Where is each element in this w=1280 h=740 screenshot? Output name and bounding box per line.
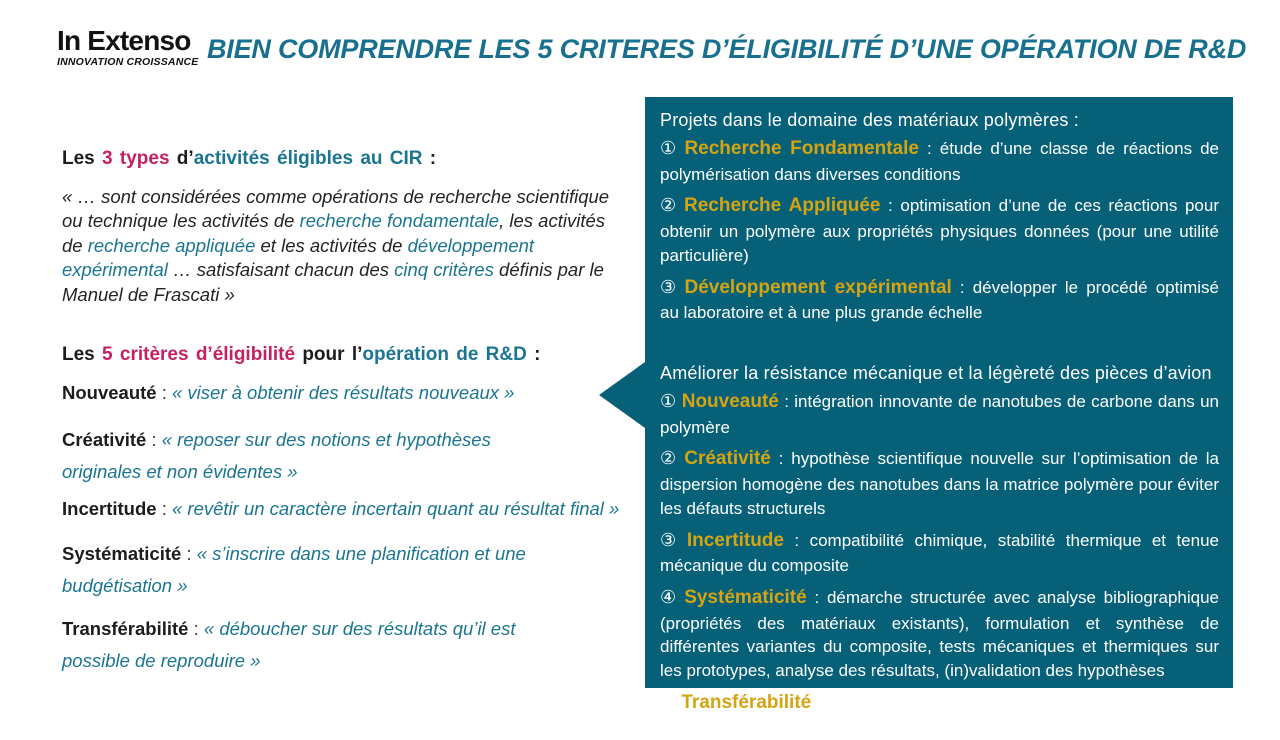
criterion-term: Incertitude: [62, 498, 157, 520]
criterion-creativite: [62, 424, 567, 488]
quote-segment: recherche fondamentale: [299, 210, 500, 232]
criteria-heading: [62, 344, 622, 366]
item-description: étude d’une classe de réactions de polymérisation dans diverses conditions: [660, 139, 1219, 184]
item-separator: :: [806, 587, 827, 607]
item-term: Nouveauté: [681, 390, 779, 412]
quote-segment: « … sont considérées comme opérations de recherche scientifique ou technique les activités de: [62, 186, 610, 232]
heading-segment: Les: [62, 344, 103, 365]
item-description: optimisation d’une de ces réactions pour obtenir un polymère aux propriétés physiques données (pour une utilité particulière): [660, 196, 1220, 265]
item-term: Systématicité: [684, 586, 807, 608]
item-term: Créativité: [684, 448, 771, 470]
criterion-separator: :: [156, 382, 172, 403]
heading-segment: 5 critères d’éligibilité: [102, 344, 303, 365]
criteria-section: [62, 344, 622, 677]
item-separator: :: [811, 692, 826, 712]
criterion-definition: « reposer sur des notions et hypothèses originales et non évidentes »: [62, 428, 491, 482]
circled-number: ②: [660, 195, 680, 216]
quote-segment: cinq critères: [394, 259, 494, 281]
item-description: développer le procédé optimisé au laboratoire et à une plus grande échelle: [660, 277, 1220, 323]
heading-segment: Les: [62, 148, 103, 169]
circled-number: ④: [660, 586, 680, 607]
polymer-projects-section: [660, 110, 1219, 325]
criterion-definition: « s’inscrire dans une planification et une budgétisation »: [62, 543, 526, 597]
heading-segment: d’: [176, 148, 194, 169]
circled-number: ③: [660, 529, 682, 550]
logo-name: In Extenso: [57, 25, 191, 56]
quote-segment: … satisfaisant chacun des: [167, 259, 395, 281]
criterion-definition: « déboucher sur des résultats qu’il est possible de reproduire »: [62, 617, 516, 671]
quote-segment: définis par le Manuel de Frascati »: [62, 259, 604, 305]
heading-segment: activités éligibles au CIR: [193, 148, 423, 169]
criterion-term: Transférabilité: [62, 617, 189, 639]
example-item: [660, 193, 1219, 267]
criterion-definition: « viser à obtenir des résultats nouveaux »: [172, 382, 515, 403]
criterion-separator: :: [181, 543, 197, 565]
criterion-term: Systématicité: [62, 543, 182, 565]
item-separator: :: [783, 530, 810, 550]
item-separator: :: [778, 391, 795, 411]
example-item: [660, 136, 1219, 186]
page-title: BIEN COMPRENDRE LES 5 CRITERES D’ÉLIGIBILITÉ D’UNE OPÉRATION DE R&D: [207, 34, 1247, 64]
item-separator: :: [880, 196, 901, 216]
cir-heading: [62, 148, 610, 170]
criterion-separator: :: [146, 428, 162, 450]
aircraft-example-section: [660, 363, 1219, 740]
company-logo: [57, 27, 198, 68]
example-item: [660, 389, 1219, 439]
item-separator: :: [770, 449, 792, 469]
item-term: Transférabilité: [681, 691, 812, 713]
heading-segment: 3 types: [102, 148, 177, 169]
criterion-separator: :: [188, 617, 204, 639]
item-term: Développement expérimental: [684, 276, 952, 298]
heading-segment: :: [526, 344, 541, 365]
quote-segment: recherche appliquée: [87, 234, 256, 256]
circled-number: ⑤: [660, 691, 677, 712]
pointer-arrow: [599, 362, 645, 428]
example-item: [660, 528, 1219, 578]
quote-segment: , les activités de: [62, 210, 606, 256]
example-item: [660, 690, 1219, 740]
criterion-transferabilite: [62, 613, 587, 677]
criterion-incertitude: [62, 493, 622, 525]
logo-tagline: INNOVATION CROISSANCE: [57, 56, 199, 68]
heading-segment: opération de R&D: [362, 344, 527, 365]
criterion-nouveaute: [62, 377, 622, 409]
item-term: Recherche Fondamentale: [684, 138, 919, 159]
item-description: hypothèse scientifique nouvelle sur l’optimisation de la dispersion homogène des nanotubes dans la matrice polymère pour éviter les défauts structurels: [660, 449, 1220, 518]
criterion-definition: « revêtir un caractère incertain quant au résultat final »: [172, 498, 620, 520]
circled-number: ②: [660, 448, 680, 469]
item-separator: :: [918, 139, 940, 158]
criterion-term: Nouveauté: [62, 382, 157, 403]
criterion-separator: :: [156, 498, 172, 520]
item-separator: :: [951, 277, 973, 297]
circled-number: ①: [660, 138, 680, 158]
quote-segment: développement expérimental: [62, 234, 535, 281]
frascati-quote: [62, 185, 610, 307]
example-item: [660, 585, 1219, 683]
criterion-term: Créativité: [62, 428, 147, 450]
item-description: publication d’un article scientifique, autre application possible dans l’automobile: [660, 692, 1220, 738]
heading-segment: :: [422, 148, 437, 169]
circled-number: ③: [660, 276, 680, 297]
item-term: Incertitude: [686, 529, 784, 551]
cir-definition-section: [62, 148, 610, 307]
quote-segment: et les activités de: [255, 234, 408, 256]
panel-heading: Améliorer la résistance mécanique et la légèreté des pièces d’avion: [660, 362, 1212, 383]
item-description: intégration innovante de nanotubes de carbone dans un polymère: [660, 391, 1219, 437]
circled-number: ①: [660, 390, 677, 411]
examples-panel: [645, 97, 1233, 738]
heading-segment: pour l’: [302, 344, 363, 365]
example-item: [660, 446, 1219, 520]
example-item: [660, 275, 1219, 325]
item-description: compatibilité chimique, stabilité thermique et tenue mécanique du composite: [660, 530, 1219, 576]
panel-heading: Projets dans le domaine des matériaux polymères :: [660, 110, 1080, 130]
item-term: Recherche Appliquée: [684, 195, 881, 217]
item-description: démarche structurée avec analyse bibliographique (propriétés des matériaux existants), formulation et synthèse de différentes variantes du composite, tests mécaniques et thermiques sur les prototypes, analyse des résultats, (in)validation des hypothèses: [660, 587, 1219, 681]
criterion-systematicite: [62, 538, 622, 602]
